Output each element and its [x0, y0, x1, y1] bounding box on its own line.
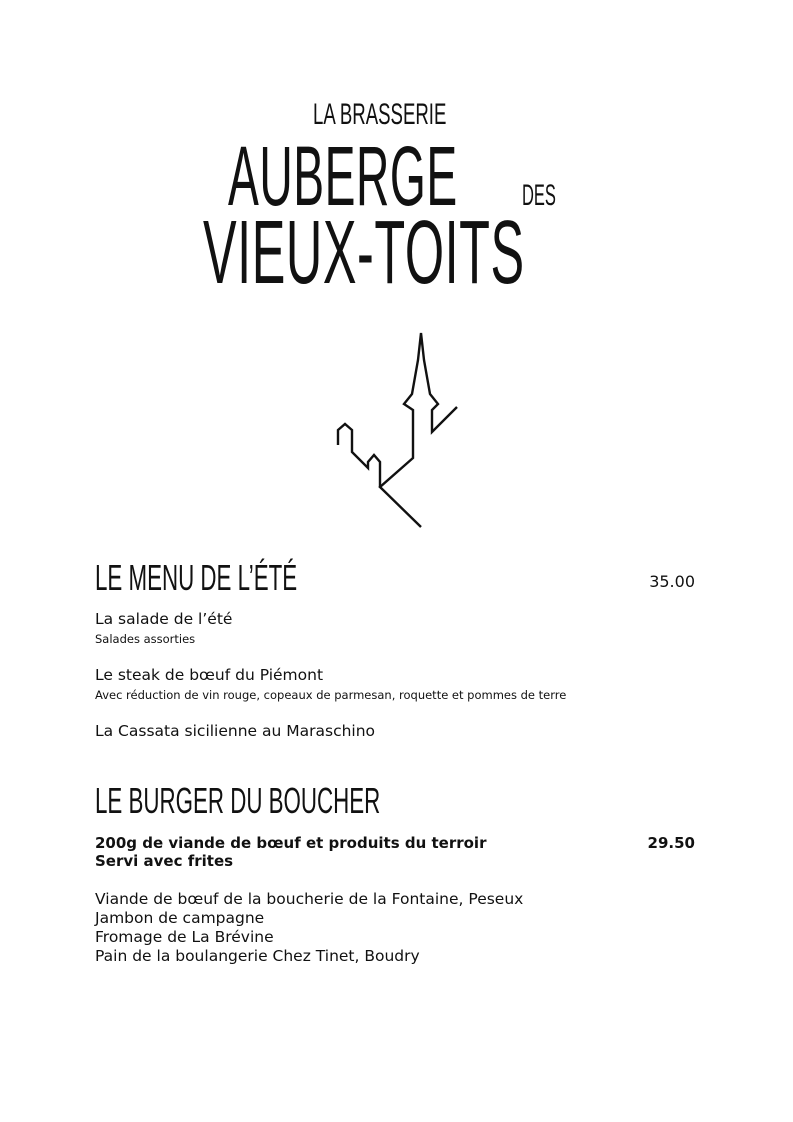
logo-auberge: AUBERGE — [228, 129, 458, 223]
logo-vieux-toits: VIEUX-TOITS — [203, 203, 525, 303]
church-icon — [320, 325, 470, 535]
ingredient-line: Viande de bœuf de la boucherie de la Fontaine, Peseux — [95, 890, 524, 908]
logo-la-brasserie: LA BRASSERIE — [313, 98, 447, 131]
logo-des: DES — [522, 179, 556, 212]
section-title-burger: LE BURGER DU BOUCHER — [95, 780, 381, 821]
menu-item-desc: Salades assorties — [95, 632, 196, 646]
menu-item-name: La salade de l’été — [95, 610, 233, 628]
section-title-menu-ete: LE MENU DE L’ÉTÉ — [95, 557, 298, 598]
ingredient-line: Fromage de La Brévine — [95, 928, 274, 946]
menu-item-name: Le steak de bœuf du Piémont — [95, 666, 324, 684]
burger-subline: Servi avec frites — [95, 852, 234, 870]
burger-price: 29.50 — [647, 834, 695, 852]
burger-headline: 200g de viande de bœuf et produits du terroir — [95, 834, 487, 852]
ingredient-line: Pain de la boulangerie Chez Tinet, Boudry — [95, 947, 420, 965]
menu-item-desc: Avec réduction de vin rouge, copeaux de parmesan, roquette et pommes de terre — [95, 688, 567, 702]
ingredient-line: Jambon de campagne — [95, 909, 265, 927]
menu-item-name: La Cassata sicilienne au Maraschino — [95, 722, 376, 740]
menu-ete-price: 35.00 — [649, 572, 695, 591]
